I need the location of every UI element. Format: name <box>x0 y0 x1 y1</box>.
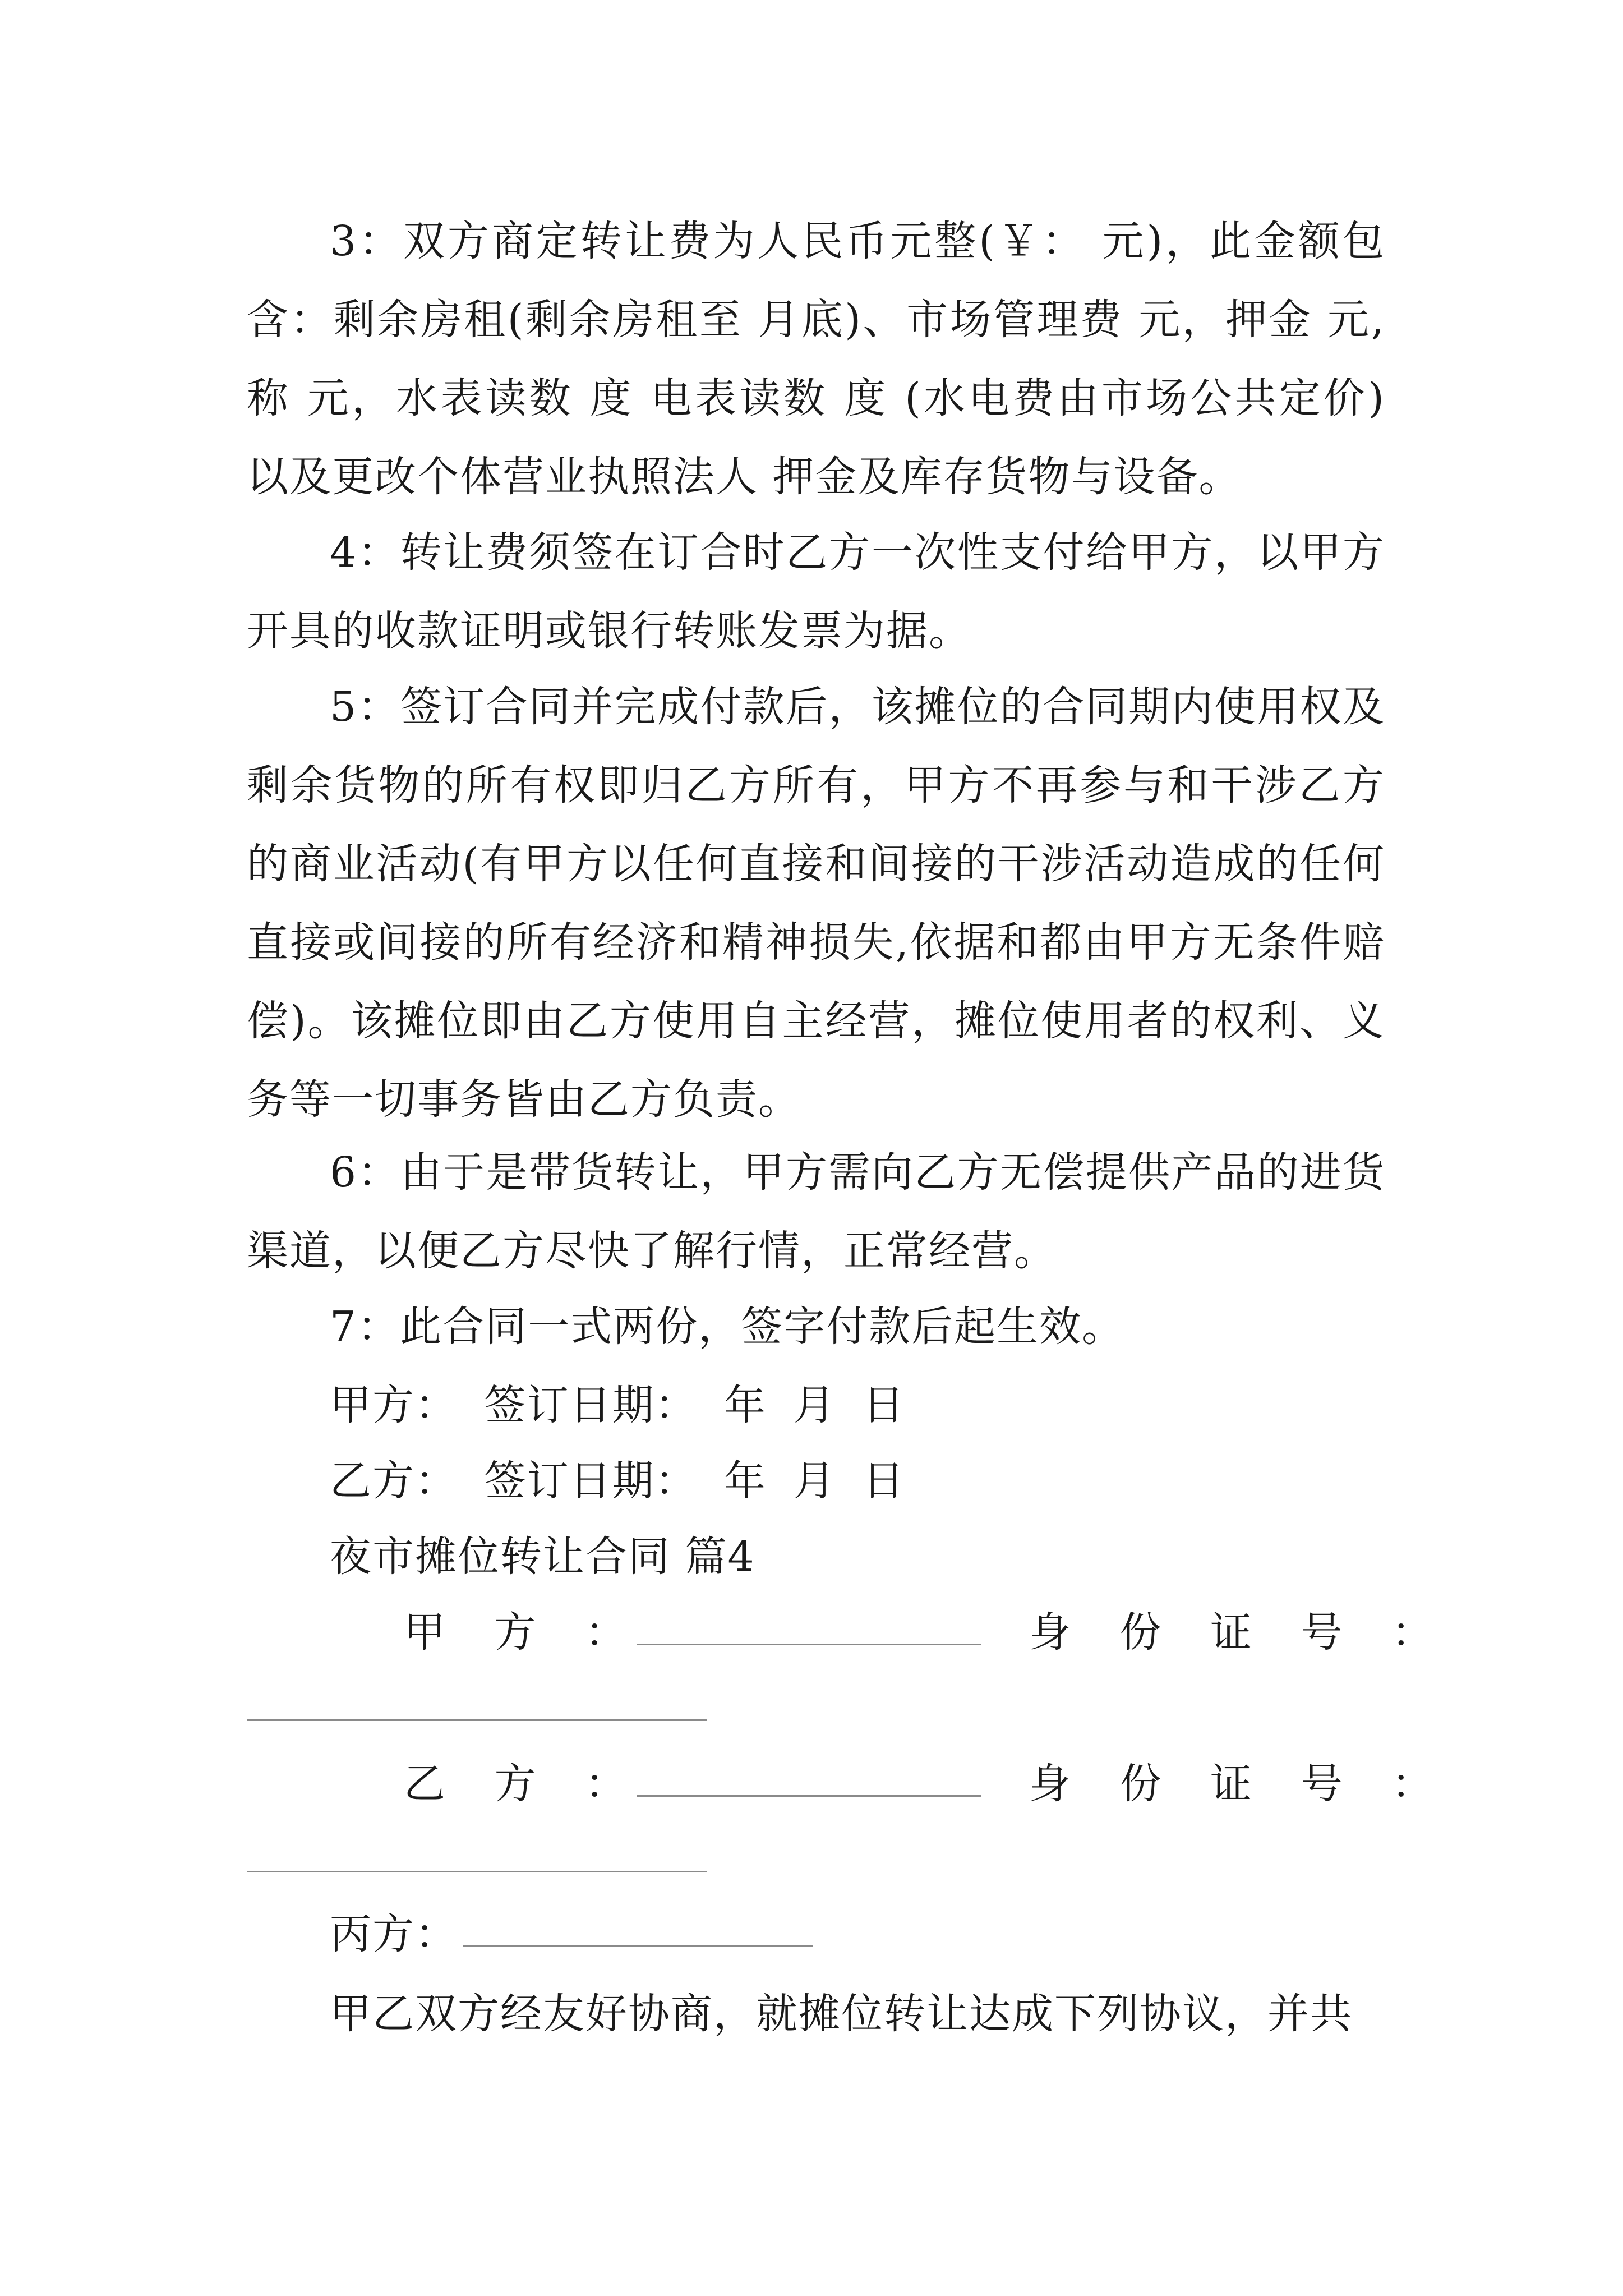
party-b-name-blank[interactable] <box>637 1795 981 1797</box>
party-a-name-blank[interactable] <box>637 1644 981 1645</box>
party-a-label: 甲 方 ： <box>404 1608 628 1657</box>
party-b-id-label: 身 份 证 号 ： <box>1029 1760 1435 1808</box>
clause-4: 4：转让费须签在订合时乙方一次性支付给甲方，以甲方开具的收款证明或银行转账发票为据。 <box>247 528 1385 655</box>
clause-3: 3：双方商定转让费为人民币元整(￥： 元)，此金额包含：剩余房租(剩余房租至 月底)、市场管理费 元，押金 元,称 元，水表读数 度 电表读数 度 (水电费由市场公共定价) 以及更改个体营业执照法人 押金及库存货物与设备。 <box>247 217 1385 501</box>
clause-7: 7：此合同一式两份，签字付款后起生效。 <box>330 1303 1125 1351</box>
signature-party-b: 乙方： 签订日期： 年 月 日 <box>330 1457 906 1505</box>
clause-6: 6：由于是带货转让，甲方需向乙方无偿提供产品的进货渠道，以便乙方尽快了解行情，正常经营。 <box>247 1148 1385 1275</box>
party-a-id-label: 身 份 证 号 ： <box>1029 1608 1435 1657</box>
party-c-label: 丙方： <box>330 1910 458 1958</box>
section-title: 夜市摊位转让合同 篇4 <box>330 1533 755 1581</box>
closing-paragraph: 甲乙双方经友好协商，就摊位转让达成下列协议，并共 <box>330 1990 1353 2038</box>
party-b-id-blank[interactable] <box>247 1871 707 1872</box>
party-a-id-blank[interactable] <box>247 1719 707 1721</box>
clause-5: 5：签订合同并完成付款后，该摊位的合同期内使用权及剩余货物的所有权即归乙方所有，甲方不再参与和干涉乙方的商业活动(有甲方以任何直接和间接的干涉活动造成的任何直接或间接的所有经济和精神损失,依据和都由甲方无条件赔偿)。该摊位即由乙方使用自主经营，摊位使用者的权利、义务等一切事务皆由乙方负责。 <box>247 683 1385 1124</box>
party-b-label: 乙 方 ： <box>404 1760 628 1808</box>
signature-party-a: 甲方： 签订日期： 年 月 日 <box>330 1381 906 1429</box>
party-c-name-blank[interactable] <box>463 1945 813 1947</box>
